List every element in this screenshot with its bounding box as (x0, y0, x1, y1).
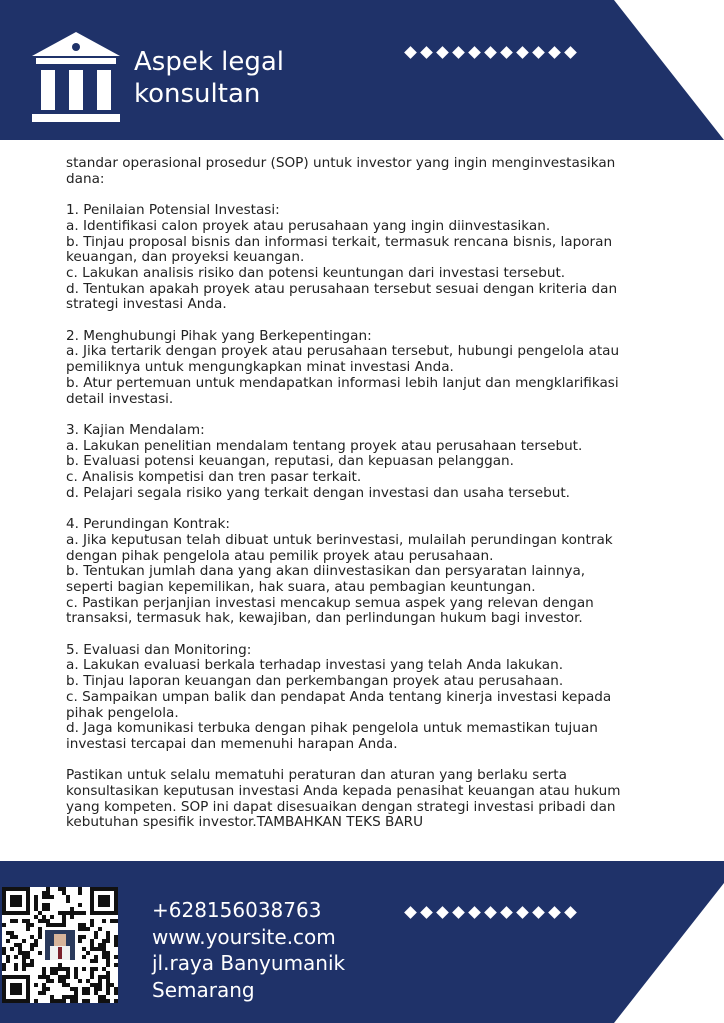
text-line: a. Lakukan penelitian mendalam tentang proyek atau perusahaan tersebut. (66, 437, 583, 454)
text-line: b. Atur pertemuan untuk mendapatkan informasi lebih lanjut dan mengklarifikasi (66, 374, 619, 391)
diamond-icon (564, 46, 577, 59)
text-line: 4. Perundingan Kontrak: (66, 516, 230, 533)
diamond-icon (404, 46, 417, 59)
footer-corner-triangle (614, 883, 724, 1023)
text-line: d. Jaga komunikasi terbuka dengan pihak pengelola untuk memastikan tujuan (66, 720, 598, 737)
diamond-icon (548, 906, 561, 919)
text-line: a. Jika tertarik dengan proyek atau perusahaan tersebut, hubungi pengelola atau (66, 343, 620, 360)
text-line: investasi tercapai dan memenuhi harapan Anda. (66, 735, 398, 752)
header-corner-triangle (614, 0, 724, 140)
text-line: d. Pelajari segala risiko yang terkait dengan investasi dan usaha tersebut. (66, 484, 570, 501)
text-line: kebutuhan spesifik investor.TAMBAHKAN TEKS BARU (66, 814, 424, 831)
diamond-icon (532, 46, 545, 59)
text-line: a. Identifikasi calon proyek atau perusahaan yang ingin diinvestasikan. (66, 217, 551, 234)
contact-info (152, 897, 345, 1003)
brand-line-1: Aspek legal (134, 47, 285, 77)
diamond-icon (452, 46, 465, 59)
diamond-icon (420, 46, 433, 59)
text-line: pemiliknya untuk mengungkapkan minat investasi Anda. (66, 359, 454, 376)
diamond-icon (484, 46, 497, 59)
text-line: 2. Menghubungi Pihak yang Berkepentingan: (66, 327, 372, 344)
diamond-icon (500, 46, 513, 59)
text-line: c. Pastikan perjanjian investasi mencakup semua aspek yang relevan dengan (66, 594, 594, 611)
text-line: c. Analisis kompetisi dan tren pasar terkait. (66, 469, 362, 486)
text-line: seperti bagian kepemilikan, hak suara, atau pembagian keuntungan. (66, 578, 536, 595)
section-paragraph (66, 643, 666, 753)
section-paragraph (66, 423, 666, 502)
diamond-icon (500, 906, 513, 919)
diamond-icon (532, 906, 545, 919)
diamond-icon (564, 906, 577, 919)
intro-paragraph (66, 156, 666, 187)
address-street: jl.raya Banyumanik (152, 951, 346, 975)
text-line: 5. Evaluasi dan Monitoring: (66, 641, 252, 658)
page-header (0, 0, 724, 140)
sop-body-text (66, 156, 666, 847)
section-paragraph (66, 517, 666, 627)
text-line: pihak pengelola. (66, 704, 179, 721)
text-line: c. Sampaikan umpan balik dan pendapat Anda tentang kinerja investasi kepada (66, 688, 612, 705)
page-footer (0, 861, 724, 1023)
website-url: www.yoursite.com (152, 924, 336, 949)
text-line: b. Tinjau proposal bisnis dan informasi terkait, termasuk rencana bisnis, laporan (66, 233, 613, 250)
diamond-icon (468, 906, 481, 919)
text-line: a. Lakukan evaluasi berkala terhadap investasi yang telah Anda lakukan. (66, 657, 564, 674)
text-line: d. Tentukan apakah proyek atau perusahaan tersebut sesuai dengan kriteria dan (66, 280, 618, 297)
diamond-icon (484, 906, 497, 919)
text-line: a. Jika keputusan telah dibuat untuk berinvestasi, mulailah perundingan kontrak (66, 531, 613, 548)
text-line: konsultasikan keputusan investasi Anda kepada penasihat keuangan atau hukum (66, 783, 621, 800)
brand-name (134, 46, 284, 110)
text-line: standar operasional prosedur (SOP) untuk investor yang ingin menginvestasikan (66, 155, 616, 171)
phone-number: +628156038763 (152, 898, 322, 922)
text-line: detail investasi. (66, 390, 174, 407)
diamond-icon (436, 906, 449, 919)
diamond-icon (468, 46, 481, 59)
diamond-icon (516, 906, 529, 919)
header-diamond-row (404, 48, 576, 57)
diamond-icon (516, 46, 529, 59)
diamond-icon (420, 906, 433, 919)
building-columns-icon (30, 30, 122, 130)
text-line: b. Tentukan jumlah dana yang akan diinvestasikan dan persyaratan lainnya, (66, 563, 586, 580)
diamond-icon (436, 46, 449, 59)
text-line: 1. Penilaian Potensial Investasi: (66, 202, 280, 219)
text-line: keuangan, dan proyeksi keuangan. (66, 249, 305, 266)
qr-code-icon (2, 887, 118, 1003)
brand-line-2: konsultan (134, 79, 261, 109)
text-line: b. Evaluasi potensi keuangan, reputasi, dan kepuasan pelanggan. (66, 453, 514, 470)
text-line: 3. Kajian Mendalam: (66, 421, 205, 438)
diamond-icon (452, 906, 465, 919)
footer-diamond-row (404, 908, 576, 917)
section-paragraph (66, 768, 666, 831)
section-paragraph (66, 203, 666, 313)
diamond-icon (548, 46, 561, 59)
text-line: yang kompeten. SOP ini dapat disesuaikan dengan strategi investasi pribadi dan (66, 798, 616, 815)
section-paragraph (66, 329, 666, 408)
text-line: strategi investasi Anda. (66, 296, 227, 313)
diamond-icon (404, 906, 417, 919)
text-line: b. Tinjau laporan keuangan dan perkembangan proyek atau perusahaan. (66, 673, 564, 690)
text-line: Pastikan untuk selalu mematuhi peraturan dan aturan yang berlaku serta (66, 767, 567, 784)
text-line: dana: (66, 170, 105, 187)
text-line: transaksi, termasuk hak, kewajiban, dan perlindungan hukum bagi investor. (66, 610, 583, 627)
address-city: Semarang (152, 977, 255, 1002)
text-line: c. Lakukan analisis risiko dan potensi keuntungan dari investasi tersebut. (66, 264, 566, 281)
text-line: dengan pihak pengelola atau pemilik proyek atau perusahaan. (66, 547, 494, 564)
